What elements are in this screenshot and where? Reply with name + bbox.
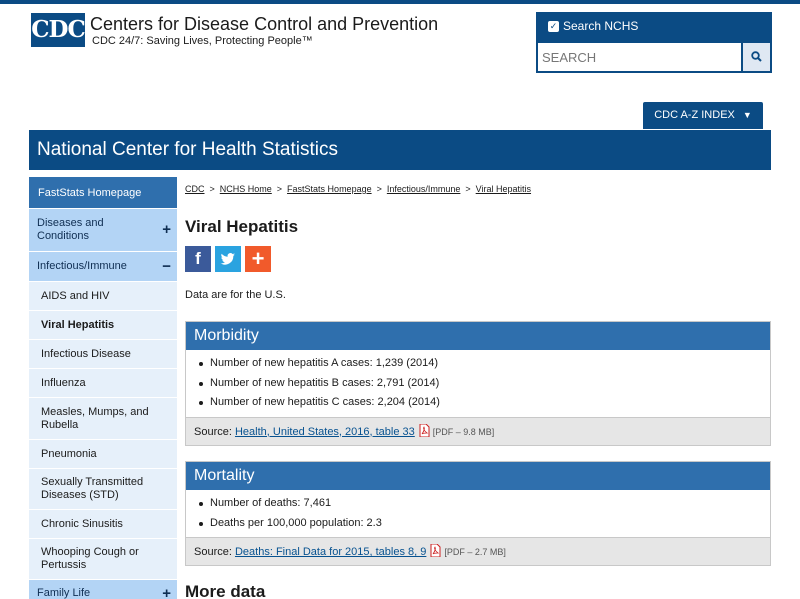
search-panel (536, 12, 772, 73)
sidebar-item-infectious-immune[interactable] (29, 252, 177, 282)
mortality-card (185, 461, 771, 566)
intro-text: Data are for the U.S. (185, 289, 286, 301)
sidebar-nav (29, 177, 177, 599)
morbidity-source (186, 417, 770, 445)
add-share-icon[interactable]: + (245, 246, 271, 272)
morbidity-card (185, 321, 771, 446)
breadcrumb-separator: > (376, 184, 382, 194)
az-index-label: CDC A-Z INDEX (654, 109, 735, 121)
collapse-minus-icon[interactable]: − (162, 257, 171, 275)
pdf-icon (419, 424, 430, 437)
list-item: Deaths per 100,000 population: 2.3 (210, 514, 770, 534)
source-label: Source: (194, 546, 232, 558)
sidebar-item-label: Diseases and Conditions (37, 217, 104, 242)
breadcrumb-separator: > (209, 184, 215, 194)
list-item: Number of deaths: 7,461 (210, 494, 770, 514)
site-title[interactable]: Centers for Disease Control and Prevention (90, 14, 439, 34)
top-accent-bar (0, 0, 800, 4)
morbidity-heading: Morbidity (186, 322, 770, 350)
morbidity-source-link[interactable]: Health, United States, 2016, table 33 (234, 425, 415, 438)
facebook-icon[interactable]: f (185, 246, 211, 272)
twitter-bird-icon (215, 246, 241, 272)
pdf-size-label: [PDF – 9.8 MB] (432, 426, 495, 437)
sidebar-item-family-life[interactable] (29, 580, 177, 599)
sidebar-item-influenza[interactable]: Influenza (29, 369, 177, 398)
expand-plus-icon[interactable]: + (162, 220, 171, 238)
breadcrumb-viral-hepatitis[interactable]: Viral Hepatitis (475, 184, 532, 194)
pdf-size-label: [PDF – 2.7 MB] (444, 547, 506, 557)
chevron-down-icon: ▼ (742, 110, 752, 120)
mortality-source (186, 537, 770, 565)
sidebar-item-label: Infectious/Immune (37, 260, 127, 272)
twitter-icon[interactable] (215, 246, 241, 272)
more-data-heading: More data (185, 582, 266, 599)
search-input[interactable] (538, 43, 741, 71)
search-nchs-checkbox[interactable]: ✓ (549, 21, 558, 31)
sidebar-item-chronic-sinusitis[interactable]: Chronic Sinusitis (29, 510, 177, 539)
breadcrumb-infectious-immune[interactable]: Infectious/Immune (386, 184, 461, 194)
search-icon (751, 51, 762, 62)
az-index-button[interactable] (643, 102, 763, 129)
breadcrumb-separator: > (465, 184, 471, 194)
list-item: Number of new hepatitis A cases: 1,239 (2014) (210, 354, 770, 374)
mortality-source-link[interactable]: Deaths: Final Data for 2015, tables 8, 9 (234, 546, 427, 558)
page-title: Viral Hepatitis (185, 217, 299, 236)
pdf-icon (430, 544, 441, 557)
breadcrumb-nchs-home[interactable]: NCHS Home (219, 184, 272, 194)
sidebar-item-std[interactable]: Sexually Transmitted Diseases (STD) (29, 469, 177, 510)
sidebar-item-measles-mumps-rubella[interactable]: Measles, Mumps, and Rubella (29, 398, 177, 440)
breadcrumb-cdc[interactable]: CDC (185, 184, 205, 194)
search-nchs-label[interactable]: Search NCHS (563, 19, 639, 33)
search-button[interactable] (743, 43, 770, 71)
expand-plus-icon[interactable]: + (162, 584, 171, 599)
breadcrumb (185, 184, 531, 194)
sidebar-item-pneumonia[interactable]: Pneumonia (29, 440, 177, 469)
morbidity-list (186, 350, 770, 417)
social-share-bar (185, 246, 271, 272)
site-tagline: CDC 24/7: Saving Lives, Protecting People™ (92, 35, 313, 47)
list-item: Number of new hepatitis B cases: 2,791 (2014) (210, 374, 770, 394)
list-item: Number of new hepatitis C cases: 2,204 (2014) (210, 393, 770, 413)
sidebar-item-viral-hepatitis[interactable]: Viral Hepatitis (29, 311, 177, 340)
mortality-list (186, 490, 770, 537)
breadcrumb-separator: > (276, 184, 283, 194)
site-banner[interactable]: National Center for Health Statistics (29, 130, 771, 170)
source-label: Source: (194, 425, 232, 438)
sidebar-item-label: Family Life (37, 587, 91, 599)
cdc-logo[interactable]: CDC (31, 13, 85, 47)
sidebar-item-infectious-disease[interactable]: Infectious Disease (29, 340, 177, 369)
mortality-heading: Mortality (186, 462, 770, 490)
sidebar-item-diseases-and-conditions[interactable] (29, 209, 177, 252)
sidebar-item-aids-and-hiv[interactable]: AIDS and HIV (29, 282, 177, 311)
sidebar-item-faststats-homepage[interactable]: FastStats Homepage (29, 177, 177, 209)
sidebar-item-whooping-cough[interactable]: Whooping Cough or Pertussis (29, 539, 177, 580)
breadcrumb-faststats-homepage[interactable]: FastStats Homepage (287, 184, 372, 194)
